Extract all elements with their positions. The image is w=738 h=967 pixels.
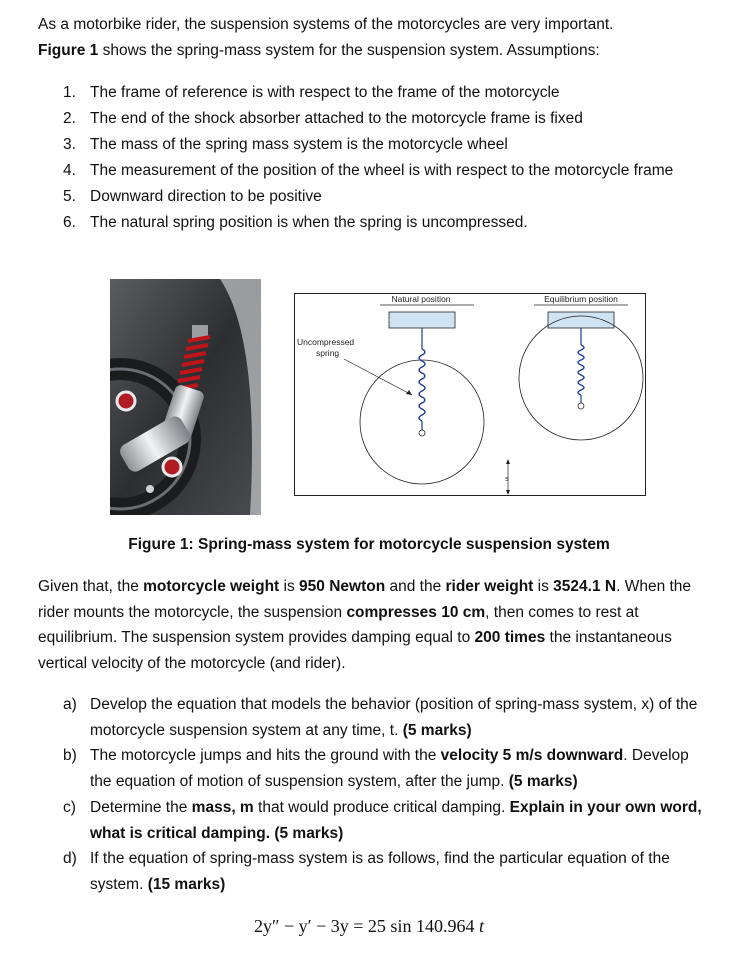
question-text: that would produce critical damping. — [253, 798, 510, 816]
list-text: The measurement of the position of the wheel is with respect to the motorcycle frame — [90, 162, 674, 179]
question-a — [63, 692, 712, 743]
given-bold: 950 Newton — [299, 578, 386, 595]
question-d — [63, 846, 712, 897]
list-text: The natural spring position is when the spring is uncompressed. — [90, 214, 528, 231]
question-bold: Explain in your own word, what is critical damping. (5 marks) — [90, 798, 702, 842]
question-text: If the equation of spring-mass system is as follows, find the particular equation of the system. — [90, 850, 670, 893]
given-bold: rider weight — [445, 578, 534, 595]
given-text: . When the rider mounts the motorcycle, the suspension — [38, 578, 692, 621]
given-bold: 3524.1 N — [553, 578, 617, 595]
figure-caption: Figure 1: Spring-mass system for motorcycle suspension system — [128, 536, 610, 553]
equation-variable: t — [478, 916, 484, 936]
natural-position-label: Natural position — [391, 294, 451, 304]
list-item — [63, 132, 710, 158]
fixed-mount-right — [548, 312, 614, 328]
suspension-photo — [110, 279, 261, 515]
question-text: Develop the equation that models the behavior (position of spring-mass system, x) of the motorcycle suspension system at any time, t. — [90, 696, 698, 739]
list-text: Downward direction to be positive — [90, 188, 322, 205]
given-text: , then comes to rest at equilibrium. The suspension system provides damping equal to — [38, 603, 639, 646]
s-label: s — [505, 476, 509, 483]
list-text: The end of the shock absorber attached to the motorcycle frame is fixed — [90, 110, 583, 127]
question-text: The motorcycle jumps and hits the ground with the — [90, 747, 441, 765]
list-text: The mass of the spring mass system is the motorcycle wheel — [90, 136, 508, 153]
question-bold: mass, m — [191, 798, 254, 816]
question-marks: (5 marks) — [402, 721, 472, 739]
question-label: a) — [63, 696, 77, 713]
question-c — [63, 795, 712, 846]
question-text: Determine the — [90, 798, 192, 816]
question-marks: (5 marks) — [508, 773, 578, 791]
intro-line2: shows the spring-mass system for the suspension system. Assumptions: — [98, 41, 600, 59]
given-bold: motorcycle weight — [143, 578, 280, 595]
list-number: 2. — [63, 110, 76, 127]
list-item — [63, 184, 710, 210]
differential-equation — [0, 916, 738, 937]
questions-list — [63, 692, 712, 898]
spring-label: spring — [316, 348, 340, 358]
equilibrium-position-label: Equilibrium position — [544, 294, 618, 304]
intro-paragraph — [38, 12, 710, 63]
list-item — [63, 158, 710, 184]
given-bold: 200 times — [474, 629, 546, 646]
list-number: 3. — [63, 136, 76, 153]
assumptions-list — [63, 80, 710, 236]
uncompressed-label: Uncompressed — [297, 337, 355, 347]
given-text: is — [533, 578, 554, 595]
list-item — [63, 210, 710, 236]
given-paragraph — [38, 574, 710, 676]
fixed-mount-left — [389, 312, 455, 328]
figure-reference: Figure 1 — [38, 41, 99, 59]
list-item — [63, 80, 710, 106]
question-label: c) — [63, 798, 76, 816]
list-number: 4. — [63, 162, 76, 179]
question-label: d) — [63, 850, 77, 868]
question-text: . Develop the equation of motion of suspension system, after the jump. — [90, 747, 689, 791]
given-text: Given that, the — [38, 578, 144, 595]
given-text: is — [279, 578, 300, 595]
list-number: 1. — [63, 84, 76, 101]
equation-lhs: 2y″ − y′ − 3y — [254, 916, 349, 936]
question-b — [63, 743, 712, 794]
equation-rhs: = 25 sin 140.964 — [348, 916, 479, 936]
question-marks: (15 marks) — [147, 875, 226, 893]
given-text: the instantaneous vertical velocity of the motorcycle (and rider). — [38, 629, 672, 672]
given-text: and the — [385, 578, 446, 595]
question-bold: velocity 5 m/s downward — [440, 747, 624, 765]
list-number: 6. — [63, 214, 76, 231]
list-item — [63, 106, 710, 132]
spring-mass-diagram — [294, 293, 646, 496]
list-number: 5. — [63, 188, 76, 205]
given-bold: compresses 10 cm — [346, 603, 486, 621]
question-label: b) — [63, 747, 77, 765]
list-text: The frame of reference is with respect to the frame of the motorcycle — [90, 84, 560, 101]
intro-line1: As a motorbike rider, the suspension systems of the motorcycles are very important. — [38, 16, 614, 33]
